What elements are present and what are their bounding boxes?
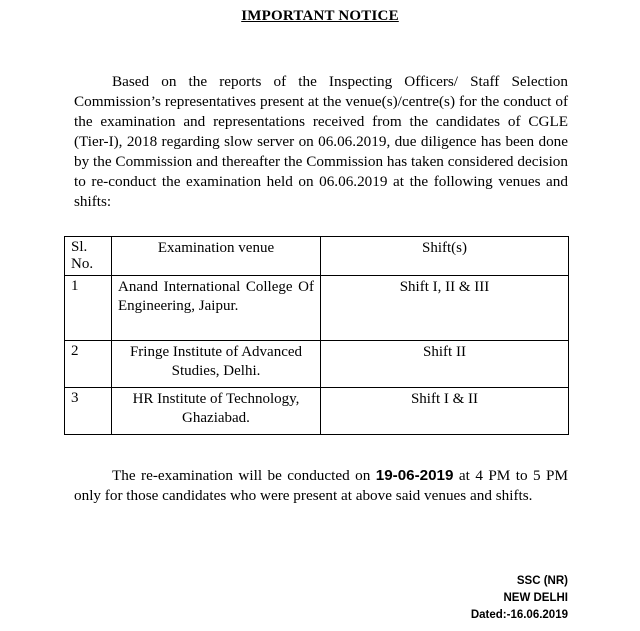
row-shift: Shift I & II (321, 388, 569, 435)
row-shift: Shift I, II & III (321, 276, 569, 341)
row-venue: Anand International College Of Engineering, Jaipur. (112, 276, 321, 341)
venues-table (64, 236, 569, 435)
reexam-text-after: at 4 PM to 5 PM only for those candidates who were present at above said venues and shifts. (74, 467, 568, 504)
signature-block (471, 573, 568, 624)
reexam-text-before: The re-examination will be conducted on (112, 467, 376, 484)
reexam-paragraph (74, 466, 568, 506)
reexam-date: 19-06-2019 (375, 467, 454, 484)
table-row (65, 388, 569, 435)
notice-title: IMPORTANT NOTICE (241, 8, 399, 24)
table-row (65, 276, 569, 341)
signature-office: SSC (NR) (516, 575, 568, 587)
header-shifts: Shift(s) (321, 237, 569, 276)
header-exam-venue: Examination venue (112, 237, 321, 276)
table-header-row (65, 237, 569, 276)
row-venue: HR Institute of Technology, Ghaziabad. (112, 388, 321, 435)
row-sl-no: 3 (65, 388, 112, 435)
row-shift: Shift II (321, 341, 569, 388)
signature-city: NEW DELHI (503, 592, 568, 604)
header-sl-no: Sl. No. (65, 237, 112, 276)
table-row (65, 341, 569, 388)
intro-paragraph: Based on the reports of the Inspecting Officers/ Staff Selection Commission’s representatives present at the venue(s)/centre(s) for the conduct of the examination and representations received from the candidates of CGLE (Tier-I), 2018 regarding slow server on 06.06.2019, due diligence has been done by the Commission and thereafter the Commission has taken considered decision to re-conduct the examination held on 06.06.2019 at the following venues and shifts: (74, 73, 568, 210)
row-venue: Fringe Institute of Advanced Studies, Delhi. (112, 341, 321, 388)
row-sl-no: 1 (65, 276, 112, 341)
signature-date: Dated:-16.06.2019 (470, 609, 568, 621)
row-sl-no: 2 (65, 341, 112, 388)
